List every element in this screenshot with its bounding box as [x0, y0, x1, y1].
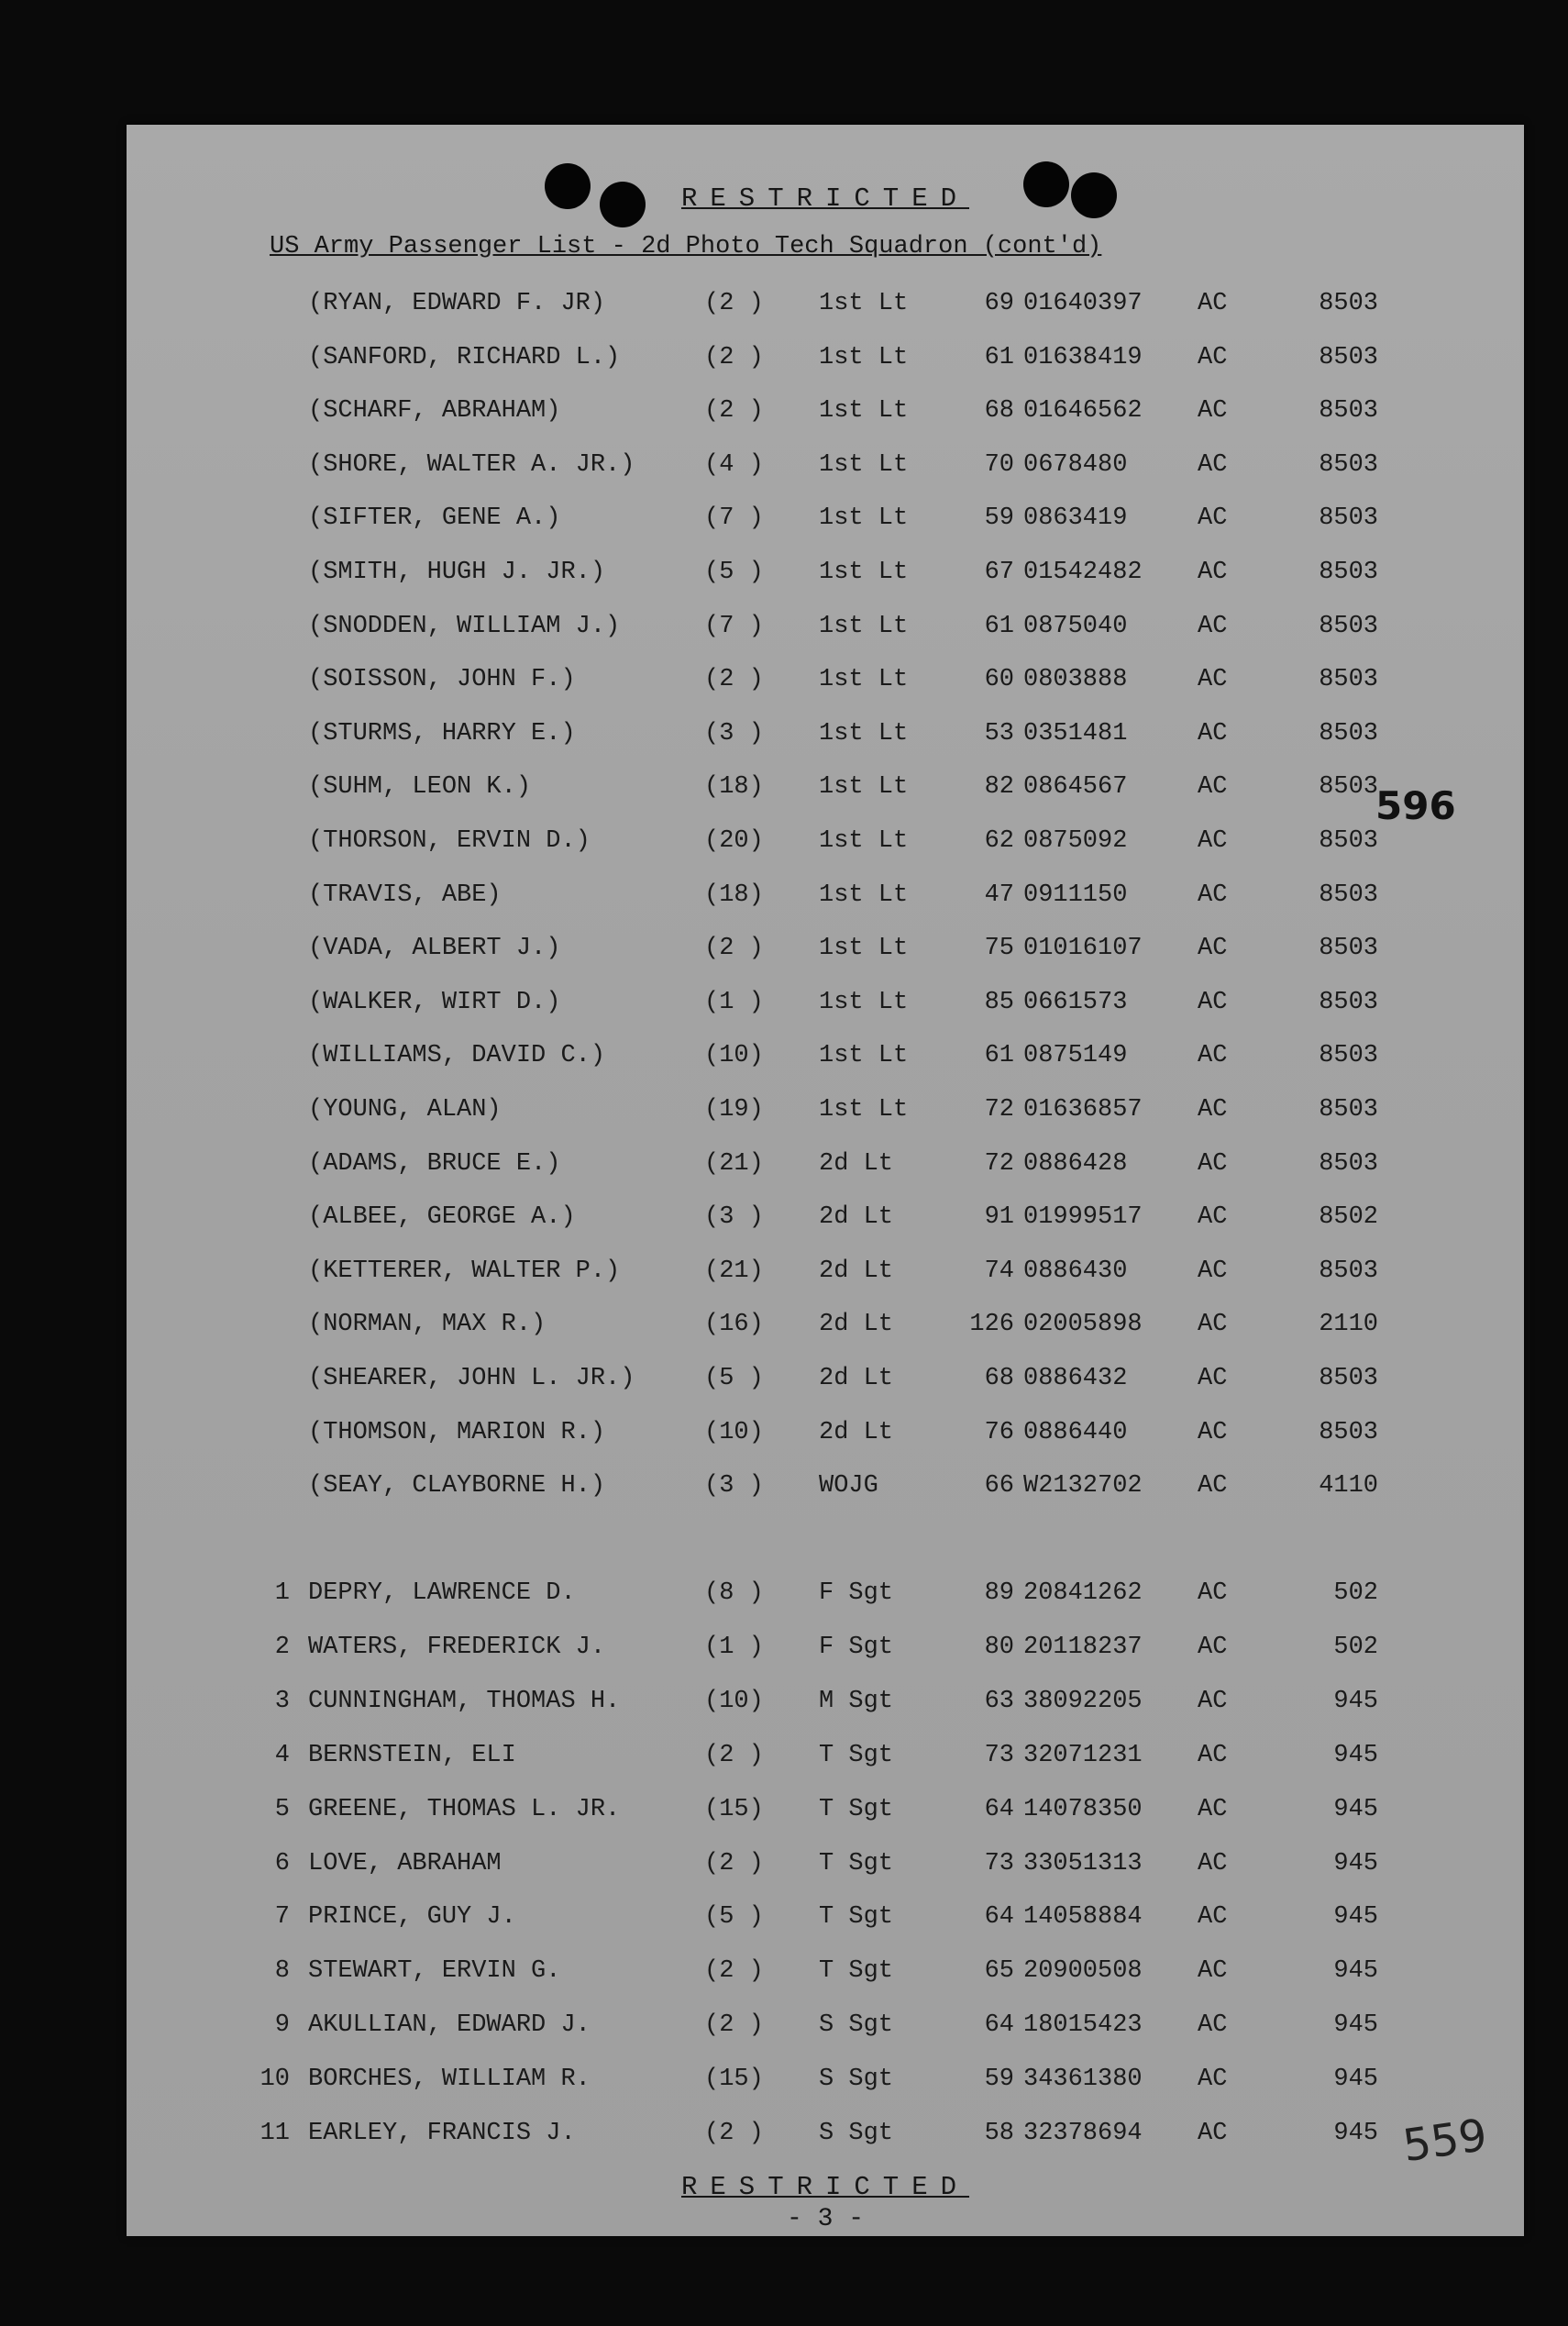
group-number: (2 )	[704, 1849, 764, 1877]
rank: T Sgt	[819, 1957, 894, 1986]
table-row	[127, 989, 1524, 1025]
specialty-code: 945	[1333, 1957, 1378, 1986]
serial-number: 01999517	[1023, 1203, 1143, 1232]
arm-of-service: AC	[1198, 1311, 1228, 1339]
arm-of-service: AC	[1198, 935, 1228, 963]
table-row	[127, 720, 1524, 757]
arm-of-service: AC	[1198, 290, 1228, 317]
group-number: (21)	[704, 1149, 764, 1178]
specialty-code: 8503	[1319, 343, 1378, 371]
age-value: 53	[984, 719, 1014, 748]
table-row	[127, 666, 1524, 703]
passenger-name: (SEAY, CLAYBORNE H.)	[308, 1472, 606, 1501]
serial-number: 14078350	[1023, 1795, 1143, 1823]
arm-of-service: AC	[1198, 1633, 1228, 1661]
specialty-code: 8502	[1319, 1203, 1378, 1232]
age-value: 69	[984, 290, 1014, 317]
rank: 1st Lt	[819, 719, 909, 748]
specialty-code: 8503	[1319, 1042, 1378, 1070]
arm-of-service: AC	[1198, 719, 1228, 748]
table-row	[127, 1365, 1524, 1401]
table-row	[127, 1903, 1524, 1940]
group-number: (18)	[704, 773, 764, 802]
rank: 2d Lt	[819, 1365, 894, 1392]
specialty-code: 945	[1333, 1849, 1378, 1877]
group-number: (2 )	[704, 343, 764, 371]
age-value: 61	[984, 1042, 1014, 1070]
rank: 1st Lt	[819, 827, 909, 855]
table-row	[127, 935, 1524, 971]
passenger-name: PRINCE, GUY J.	[308, 1903, 516, 1932]
arm-of-service: AC	[1198, 1096, 1228, 1124]
table-row	[127, 1634, 1524, 1670]
age-value: 73	[984, 1849, 1014, 1877]
row-number: 8	[274, 1957, 290, 1986]
specialty-code: 2110	[1319, 1311, 1378, 1339]
passenger-name: (VADA, ALBERT J.)	[308, 935, 561, 963]
group-number: (5 )	[704, 1365, 764, 1392]
rank: WOJG	[819, 1472, 878, 1501]
rank: 1st Lt	[819, 1042, 909, 1070]
row-number: 6	[274, 1849, 290, 1877]
passenger-name: (WILLIAMS, DAVID C.)	[308, 1042, 606, 1070]
age-value: 91	[984, 1203, 1014, 1232]
specialty-code: 945	[1333, 1795, 1378, 1823]
table-row	[127, 559, 1524, 595]
table-row	[127, 1150, 1524, 1187]
rank: 2d Lt	[819, 1149, 894, 1178]
arm-of-service: AC	[1198, 504, 1228, 533]
rank: 1st Lt	[819, 450, 909, 479]
serial-number: 0863419	[1023, 504, 1128, 533]
age-value: 82	[984, 773, 1014, 802]
arm-of-service: AC	[1198, 666, 1228, 694]
arm-of-service: AC	[1198, 343, 1228, 371]
arm-of-service: AC	[1198, 1203, 1228, 1232]
age-value: 65	[984, 1957, 1014, 1986]
arm-of-service: AC	[1198, 2011, 1228, 2040]
table-row	[127, 1042, 1524, 1079]
rank: 2d Lt	[819, 1418, 894, 1446]
group-number: (2 )	[704, 1741, 764, 1769]
specialty-code: 502	[1333, 1633, 1378, 1661]
age-value: 59	[984, 504, 1014, 533]
row-number: 4	[274, 1741, 290, 1769]
group-number: (10)	[704, 1042, 764, 1070]
table-row	[127, 1419, 1524, 1456]
passenger-name: (THOMSON, MARION R.)	[308, 1418, 606, 1446]
age-value: 61	[984, 612, 1014, 640]
table-row	[127, 2011, 1524, 2048]
specialty-code: 8503	[1319, 935, 1378, 963]
table-row	[127, 504, 1524, 541]
group-number: (3 )	[704, 719, 764, 748]
specialty-code: 8503	[1319, 1096, 1378, 1124]
passenger-name: (RYAN, EDWARD F. JR)	[308, 290, 606, 317]
group-number: (2 )	[704, 935, 764, 963]
serial-number: 0875149	[1023, 1042, 1128, 1070]
passenger-name: (SNODDEN, WILLIAM J.)	[308, 612, 621, 640]
rank: 1st Lt	[819, 343, 909, 371]
arm-of-service: AC	[1198, 1149, 1228, 1178]
serial-number: 33051313	[1023, 1849, 1143, 1877]
table-row	[127, 1472, 1524, 1509]
passenger-name: BORCHES, WILLIAM R.	[308, 2066, 591, 2094]
serial-number: 0803888	[1023, 666, 1128, 694]
age-value: 85	[984, 988, 1014, 1016]
specialty-code: 8503	[1319, 1257, 1378, 1285]
passenger-name: EARLEY, FRANCIS J.	[308, 2120, 576, 2147]
age-value: 72	[984, 1096, 1014, 1124]
serial-number: 0886430	[1023, 1257, 1128, 1285]
age-value: 89	[984, 1579, 1014, 1607]
rank: S Sgt	[819, 2066, 894, 2094]
stamp-number: 596	[1375, 783, 1456, 828]
group-number: (10)	[704, 1687, 764, 1715]
arm-of-service: AC	[1198, 988, 1228, 1016]
arm-of-service: AC	[1198, 773, 1228, 802]
rank: T Sgt	[819, 1741, 894, 1769]
table-row	[127, 1850, 1524, 1887]
group-number: (3 )	[704, 1203, 764, 1232]
passenger-name: GREENE, THOMAS L. JR.	[308, 1795, 621, 1823]
age-value: 72	[984, 1149, 1014, 1178]
passenger-name: (YOUNG, ALAN)	[308, 1096, 502, 1124]
specialty-code: 8503	[1319, 612, 1378, 640]
group-number: (1 )	[704, 1633, 764, 1661]
serial-number: 18015423	[1023, 2011, 1143, 2040]
rank: S Sgt	[819, 2011, 894, 2040]
rank: 1st Lt	[819, 397, 909, 426]
specialty-code: 8503	[1319, 1418, 1378, 1446]
passenger-name: (SANFORD, RICHARD L.)	[308, 343, 621, 371]
group-number: (2 )	[704, 1957, 764, 1986]
arm-of-service: AC	[1198, 559, 1228, 586]
passenger-name: LOVE, ABRAHAM	[308, 1849, 502, 1877]
specialty-code: 945	[1333, 1741, 1378, 1769]
row-number: 2	[274, 1633, 290, 1661]
specialty-code: 945	[1333, 2011, 1378, 2040]
table-row	[127, 397, 1524, 434]
rank: T Sgt	[819, 1795, 894, 1823]
serial-number: 32071231	[1023, 1741, 1143, 1769]
age-value: 74	[984, 1257, 1014, 1285]
table-row	[127, 1257, 1524, 1294]
group-number: (21)	[704, 1257, 764, 1285]
serial-number: 0875040	[1023, 612, 1128, 640]
arm-of-service: AC	[1198, 612, 1228, 640]
age-value: 80	[984, 1633, 1014, 1661]
rank: F Sgt	[819, 1633, 894, 1661]
rank: 1st Lt	[819, 935, 909, 963]
passenger-name: (THORSON, ERVIN D.)	[308, 827, 591, 855]
age-value: 70	[984, 450, 1014, 479]
passenger-name: (SHEARER, JOHN L. JR.)	[308, 1365, 635, 1392]
serial-number: 01638419	[1023, 343, 1143, 371]
table-row	[127, 1742, 1524, 1778]
table-row	[127, 1957, 1524, 1994]
serial-number: 20118237	[1023, 1633, 1143, 1661]
rank: 1st Lt	[819, 666, 909, 694]
serial-number: 0678480	[1023, 450, 1128, 479]
specialty-code: 8503	[1319, 881, 1378, 909]
rank: 2d Lt	[819, 1203, 894, 1232]
rank: S Sgt	[819, 2120, 894, 2147]
serial-number: 01636857	[1023, 1096, 1143, 1124]
arm-of-service: AC	[1198, 397, 1228, 426]
table-row	[127, 613, 1524, 649]
specialty-code: 8503	[1319, 666, 1378, 694]
specialty-code: 945	[1333, 1903, 1378, 1932]
serial-number: 20841262	[1023, 1579, 1143, 1607]
serial-number: 38092205	[1023, 1687, 1143, 1715]
specialty-code: 8503	[1319, 290, 1378, 317]
row-number: 11	[259, 2120, 290, 2147]
serial-number: 0886428	[1023, 1149, 1128, 1178]
serial-number: 0351481	[1023, 719, 1128, 748]
arm-of-service: AC	[1198, 1903, 1228, 1932]
group-number: (5 )	[704, 1903, 764, 1932]
document-title: US Army Passenger List - 2d Photo Tech Squadron (cont'd)	[270, 233, 1102, 260]
specialty-code: 8503	[1319, 504, 1378, 533]
age-value: 59	[984, 2066, 1014, 2094]
group-number: (4 )	[704, 450, 764, 479]
serial-number: 0875092	[1023, 827, 1128, 855]
specialty-code: 8503	[1319, 1365, 1378, 1392]
age-value: 64	[984, 1795, 1014, 1823]
table-row	[127, 2120, 1524, 2156]
row-number: 1	[274, 1579, 290, 1607]
arm-of-service: AC	[1198, 1687, 1228, 1715]
table-row	[127, 1203, 1524, 1240]
group-number: (2 )	[704, 397, 764, 426]
specialty-code: 8503	[1319, 827, 1378, 855]
passenger-name: (SCHARF, ABRAHAM)	[308, 397, 561, 426]
serial-number: 32378694	[1023, 2120, 1143, 2147]
group-number: (2 )	[704, 666, 764, 694]
age-value: 58	[984, 2120, 1014, 2147]
passenger-name: (STURMS, HARRY E.)	[308, 719, 576, 748]
document-page	[127, 125, 1524, 2236]
age-value: 62	[984, 827, 1014, 855]
serial-number: 0886432	[1023, 1365, 1128, 1392]
serial-number: 20900508	[1023, 1957, 1143, 1986]
table-row	[127, 451, 1524, 488]
group-number: (2 )	[704, 2011, 764, 2040]
age-value: 68	[984, 1365, 1014, 1392]
serial-number: 14058884	[1023, 1903, 1143, 1932]
table-row	[127, 881, 1524, 918]
group-number: (1 )	[704, 988, 764, 1016]
passenger-name: (NORMAN, MAX R.)	[308, 1311, 547, 1339]
passenger-name: (KETTERER, WALTER P.)	[308, 1257, 621, 1285]
table-row	[127, 1096, 1524, 1133]
arm-of-service: AC	[1198, 1795, 1228, 1823]
specialty-code: 8503	[1319, 1149, 1378, 1178]
passenger-name: BERNSTEIN, ELI	[308, 1741, 516, 1769]
serial-number: 0886440	[1023, 1418, 1128, 1446]
group-number: (5 )	[704, 559, 764, 586]
serial-number: 01640397	[1023, 290, 1143, 317]
passenger-name: DEPRY, LAWRENCE D.	[308, 1579, 576, 1607]
arm-of-service: AC	[1198, 827, 1228, 855]
group-number: (20)	[704, 827, 764, 855]
classification-footer: RESTRICTED	[680, 2172, 970, 2202]
rank: 1st Lt	[819, 559, 909, 586]
passenger-name: (SIFTER, GENE A.)	[308, 504, 561, 533]
rank: 2d Lt	[819, 1311, 894, 1339]
arm-of-service: AC	[1198, 1957, 1228, 1986]
age-value: 66	[984, 1472, 1014, 1501]
group-number: (2 )	[704, 290, 764, 317]
passenger-name: STEWART, ERVIN G.	[308, 1957, 561, 1986]
group-number: (15)	[704, 2066, 764, 2094]
passenger-name: (ADAMS, BRUCE E.)	[308, 1149, 561, 1178]
rank: T Sgt	[819, 1849, 894, 1877]
table-row	[127, 1311, 1524, 1347]
age-value: 64	[984, 1903, 1014, 1932]
arm-of-service: AC	[1198, 1741, 1228, 1769]
passenger-name: CUNNINGHAM, THOMAS H.	[308, 1687, 621, 1715]
rank: T Sgt	[819, 1903, 894, 1932]
serial-number: 01016107	[1023, 935, 1143, 963]
arm-of-service: AC	[1198, 1472, 1228, 1501]
row-number: 3	[274, 1687, 290, 1715]
rank: 2d Lt	[819, 1257, 894, 1285]
serial-number: 02005898	[1023, 1311, 1143, 1339]
group-number: (8 )	[704, 1579, 764, 1607]
passenger-name: WATERS, FREDERICK J.	[308, 1633, 606, 1661]
age-value: 76	[984, 1418, 1014, 1446]
passenger-name: (SUHM, LEON K.)	[308, 773, 532, 802]
table-row	[127, 290, 1524, 327]
passenger-name: AKULLIAN, EDWARD J.	[308, 2011, 591, 2040]
arm-of-service: AC	[1198, 2120, 1228, 2147]
age-value: 60	[984, 666, 1014, 694]
age-value: 63	[984, 1687, 1014, 1715]
rank: 1st Lt	[819, 290, 909, 317]
arm-of-service: AC	[1198, 1042, 1228, 1070]
row-number: 9	[274, 2011, 290, 2040]
serial-number: 0864567	[1023, 773, 1128, 802]
table-row	[127, 1796, 1524, 1833]
age-value: 61	[984, 343, 1014, 371]
group-number: (18)	[704, 881, 764, 909]
specialty-code: 945	[1333, 2120, 1378, 2147]
age-value: 64	[984, 2011, 1014, 2040]
arm-of-service: AC	[1198, 450, 1228, 479]
rank: 1st Lt	[819, 881, 909, 909]
specialty-code: 4110	[1319, 1472, 1378, 1501]
row-number: 10	[259, 2066, 290, 2094]
serial-number: 0911150	[1023, 881, 1128, 909]
passenger-name: (TRAVIS, ABE)	[308, 881, 502, 909]
page-number: - 3 -	[786, 2205, 864, 2233]
group-number: (15)	[704, 1795, 764, 1823]
specialty-code: 945	[1333, 2066, 1378, 2094]
arm-of-service: AC	[1198, 2066, 1228, 2094]
serial-number: 01542482	[1023, 559, 1143, 586]
arm-of-service: AC	[1198, 1579, 1228, 1607]
specialty-code: 8503	[1319, 719, 1378, 748]
arm-of-service: AC	[1198, 1257, 1228, 1285]
table-row	[127, 773, 1524, 810]
rank: F Sgt	[819, 1579, 894, 1607]
passenger-name: (SHORE, WALTER A. JR.)	[308, 450, 635, 479]
group-number: (19)	[704, 1096, 764, 1124]
rank: 1st Lt	[819, 504, 909, 533]
age-value: 67	[984, 559, 1014, 586]
row-number: 5	[274, 1795, 290, 1823]
table-row	[127, 344, 1524, 381]
age-value: 75	[984, 935, 1014, 963]
serial-number: W2132702	[1023, 1472, 1143, 1501]
row-number: 7	[274, 1903, 290, 1932]
specialty-code: 945	[1333, 1687, 1378, 1715]
group-number: (16)	[704, 1311, 764, 1339]
serial-number: 34361380	[1023, 2066, 1143, 2094]
specialty-code: 8503	[1319, 988, 1378, 1016]
age-value: 126	[969, 1311, 1014, 1339]
rank: 1st Lt	[819, 773, 909, 802]
table-row	[127, 827, 1524, 864]
group-number: (3 )	[704, 1472, 764, 1501]
handwritten-mark: 559	[1399, 2109, 1491, 2173]
specialty-code: 8503	[1319, 397, 1378, 426]
age-value: 73	[984, 1741, 1014, 1769]
specialty-code: 8503	[1319, 773, 1378, 802]
age-value: 47	[984, 881, 1014, 909]
age-value: 68	[984, 397, 1014, 426]
rank: 1st Lt	[819, 1096, 909, 1124]
specialty-code: 8503	[1319, 450, 1378, 479]
group-number: (7 )	[704, 612, 764, 640]
table-row	[127, 2066, 1524, 2102]
group-number: (10)	[704, 1418, 764, 1446]
rank: 1st Lt	[819, 612, 909, 640]
arm-of-service: AC	[1198, 1849, 1228, 1877]
serial-number: 0661573	[1023, 988, 1128, 1016]
group-number: (7 )	[704, 504, 764, 533]
rank: M Sgt	[819, 1687, 894, 1715]
classification-header: RESTRICTED	[680, 183, 970, 214]
passenger-name: (SMITH, HUGH J. JR.)	[308, 559, 606, 586]
rank: 1st Lt	[819, 988, 909, 1016]
table-row	[127, 1688, 1524, 1724]
arm-of-service: AC	[1198, 881, 1228, 909]
specialty-code: 8503	[1319, 559, 1378, 586]
group-number: (2 )	[704, 2120, 764, 2147]
arm-of-service: AC	[1198, 1418, 1228, 1446]
passenger-name: (WALKER, WIRT D.)	[308, 988, 561, 1016]
passenger-name: (ALBEE, GEORGE A.)	[308, 1203, 576, 1232]
serial-number: 01646562	[1023, 397, 1143, 426]
specialty-code: 502	[1333, 1579, 1378, 1607]
arm-of-service: AC	[1198, 1365, 1228, 1392]
passenger-name: (SOISSON, JOHN F.)	[308, 666, 576, 694]
table-row	[127, 1579, 1524, 1616]
